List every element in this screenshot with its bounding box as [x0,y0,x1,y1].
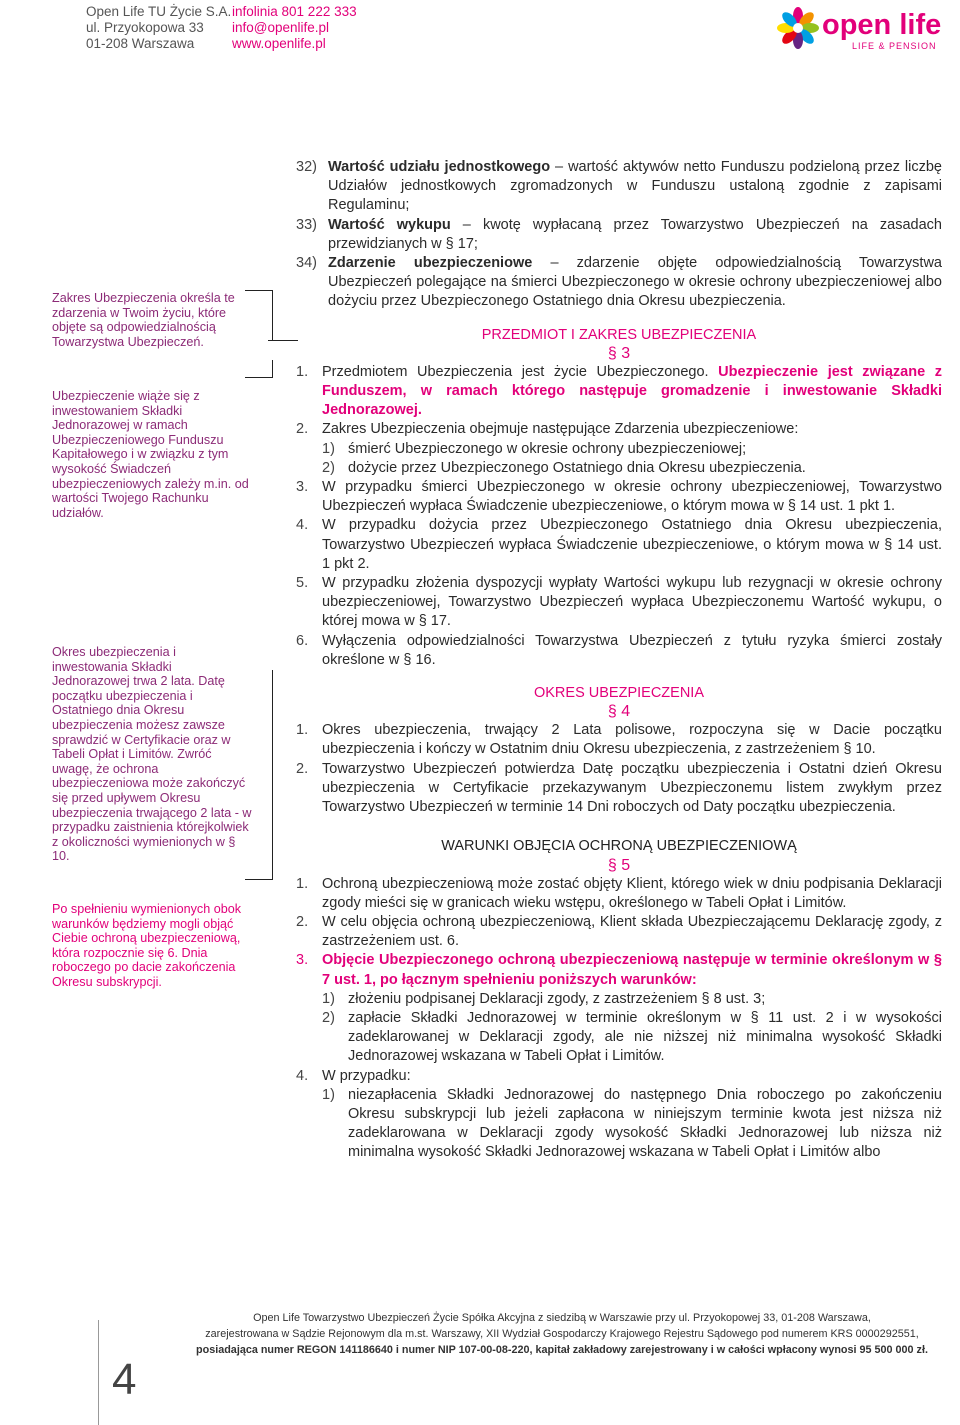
note-investment: Ubezpieczenie wiąże się z inwestowaniem Składki Jednorazowej w ramach Ubezpieczeniowego Funduszu Kapitałowego i w związku z tym wysokość Świadczeń ubezpieczeniowych zależy m.in. od wartości Twojego Rachunku udziałów. [52,389,249,520]
email-link[interactable]: info@openlife.pl [232,20,330,35]
section-5-paragraph-sign: § 5 [607,856,631,874]
company-name: Open Life TU Życie S.A. [86,4,232,19]
footer-line-3: posiadająca numer REGON 141186640 i numer NIP 107-00-08-220, kapitał zakładowy zarejestrowany i w całości wpłacony wynosi 95 500 000 zł. [196,1344,928,1356]
street: ul. Przyokopowa 33 [86,20,204,35]
note-bracket [258,360,273,378]
section-4-title: OKRES UBEZPIECZENIA [533,685,704,702]
section-4-paragraph-sign: § 4 [607,703,631,721]
note-period: Okres ubezpieczenia i inwestowania Składki Jednorazowej trwa 2 lata. Datę początku ubezpieczenia i Ostatniego dnia Okresu ubezpieczenia możesz zawsze sprawdzić w Certyfikacie oraz w Tabeli Opłat i Limitów. Zwróć uwagę, że ochrona ubezpieczeniowa może zakończyć się przed upływem Okresu ubezpieczenia trwającego 2 lata - w przypadku zaistnienia którejkolwiek z okoliczności wymienionych w § 10. [52,645,252,864]
company-address [86,4,231,52]
main-content: 32) Wartość udziału jednostkowego – wartość aktywów netto Funduszu podzieloną przez liczbę Udziałów jednostkowych zgromadzonych w Funduszu ustaloną zgodnie z zapisami Regulaminu; 33) Wartość wykupu – kwotę wypłacaną przez Towarzystwo Ubezpieczeń na zasadach przewidzianych w § 17; 34) Zdarzenie ubezpieczeniowe – zdarzenie objęte odpowiedzialnością Towarzystwa Ubezpieczeń polegające na śmierci Ubezpieczonego w okresie ochrony ubezpieczeniowej albo dożyciu przez Ubezpieczonego Ostatniego dnia Okresu ubezpieczenia. PRZEDMIOT I ZAKRES UBEZPIECZENIA § 3 1. Przedmiotem Ubezpieczenia jest życie Ubezpieczonego. Ubezpieczenie jest związane z Funduszem, w ramach którego następuje gromadzenie i inwestowanie Składki Jednorazowej. 2. Zakres Ubezpieczenia obejmuje następujące Zdarzenia ubezpieczeniowe: 1) śmierć Ubezpieczonego w okresie ochrony ubezpieczeniowej; 2) dożycie przez Ubezpieczonego Ostatniego dnia Okresu ubezpieczenia. 3. W przypadku śmierci Ubezpieczonego w okresie ochrony ubezpieczeniowej, Towarzystwo Ubezpieczeń wypłaca Świadczenie ubezpieczeniowe, o którym mowa w § 14 ust. 1 pkt 1. 4. W przypadku dożycia przez Ubezpieczonego Ostatniego dnia Okresu ubezpieczenia, Towarzystwo Ubezpieczeń wypłaca Świadczenie ubezpieczeniowe, o którym mowa w § 14 ust. 1 pkt 2. 5. W przypadku złożenia dyspozycji wypłaty Wartości wykupu lub rezygnacji w okresie ochrony ubezpieczeniowej, Towarzystwo Ubezpieczeń wypłaca Ubezpieczonemu Wartość wykupu, o której mowa w § 17. 6. Wyłączenia odpowiedzialności Towarzystwa Ubezpieczeń z tytułu ryzyka śmierci zostały określone w § 16. OKRES UBEZPIECZENIA § 4 1. Okres ubezpieczenia, trwający 2 Lata polisowe, rozpoczyna się w Dacie początku ubezpieczenia i kończy w Ostatnim dniu Okresu ubezpieczenia, z zastrzeżeniem § 10. 2. Towarzystwo Ubezpieczeń potwierdza Datę początku ubezpieczenia i Ostatni dzień Okresu ubezpieczenia w Certyfikacie przekazywanym Ubezpieczonemu listem zwykłym przez Towarzystwo Ubezpieczeń w terminie 14 Dni roboczych od Daty początku ubezpieczenia. WARUNKI OBJĘCIA OCHRONĄ UBEZPIECZENIOWĄ § 5 1. Ochroną ubezpieczeniową może zostać objęty Klient, którego wiek w dniu podpisania Deklaracji zgody mieści się w granicach wieku wstępu, określonego w Tabeli Opłat i Limitów. 2. W celu objęcia ochroną ubezpieczeniową, Klient składa Ubezpieczającemu Deklarację zgody, z zastrzeżeniem ust. 6. 3. Objęcie Ubezpieczonego ochroną ubezpieczeniową następuje w terminie określonym w § 7 ust. 1, po łącznym spełnieniu poniższych warunków: 1) złożeniu podpisanej Deklaracji zgody, z zastrzeżeniem § 8 ust. 3; 2) zapłacie Składki Jednorazowej w terminie określonym w § 11 ust. 2 i w wysokości zadeklarowanej w Deklaracji zgody, ale nie niższej niż minimalna wysokość Składki Jednorazowej wskazana w Tabeli Opłat i Limitów. 4. W przypadku: 1) niezapłacenia Składki Jednorazowej do następnego Dnia roboczego po zakończeniu Okresu subskrypcji lub jeżeli zapłacona w niniejszym terminie kwota jest niższa niż zadeklarowana w Deklaracji zgody wysokość Składki Jednorazowej lub niższa niż minimalna wysokość Składki Jednorazowej wskazana w Tabeli Opłat i Limitów albo [296,159,942,1161]
note-tick [268,340,298,341]
flower-icon [777,7,819,49]
definition-34: 34) Zdarzenie ubezpieczeniowe – zdarzenie objęte odpowiedzialnością Towarzystwa Ubezpieczeń polegające na śmierci Ubezpieczonego w okresie ochrony ubezpieczeniowej albo dożyciu przez Ubezpieczonego Ostatniego dnia Okresu ubezpieczenia. [296,255,942,310]
website-link[interactable]: www.openlife.pl [232,36,326,51]
page-number-divider [98,1320,99,1425]
legal-footer [182,1310,942,1358]
hotline: infolinia 801 222 333 [232,4,357,19]
page-number: 4 [112,1355,137,1404]
footer-line-1: Open Life Towarzystwo Ubezpieczeń Życie Spółka Akcyjna z siedzibą w Warszawie przy ul. Przyokopowej 33, 01-208 Warszawa, [253,1312,871,1324]
note-bracket [258,670,273,880]
definition-33: 33) Wartość wykupu – kwotę wypłacaną przez Towarzystwo Ubezpieczeń na zasadach przewidzianych w § 17; [296,216,942,252]
section-3-title: PRZEDMIOT I ZAKRES UBEZPIECZENIA [481,326,757,343]
note-bracket [258,290,273,340]
city: 01-208 Warszawa [86,36,195,51]
contact-info [232,4,357,52]
openlife-logo [776,4,952,52]
svg-text:LIFE & PENSION: LIFE & PENSION [852,41,937,51]
definition-32: 32) Wartość udziału jednostkowego – wartość aktywów netto Funduszu podzieloną przez liczbę Udziałów jednostkowych zgromadzonych w Funduszu ustaloną zgodnie z zapisami Regulaminu; [296,159,942,214]
footer-line-2: zarejestrowana w Sądzie Rejonowym dla m.st. Warszawy, XII Wydział Gospodarczy Krajowego Rejestru Sądowego pod numerem KRS 0000292551, [205,1328,919,1340]
section-3-paragraph-sign: § 3 [607,344,631,362]
note-scope: Zakres Ubezpieczenia określa te zdarzenia w Twoim życiu, które objęte są odpowiedzialnością Towarzystwa Ubezpieczeń. [52,291,235,349]
svg-text:open life: open life [822,9,942,41]
note-conditions: Po spełnieniu wymienionych obok warunków będziemy mogli objąć Ciebie ochroną ubezpieczeniową, która rozpocznie się 6. Dnia roboczego po dacie zakończenia Okresu subskrypcji. [52,902,242,989]
section-5-title: WARUNKI OBJĘCIA OCHRONĄ UBEZPIECZENIOWĄ [441,838,797,855]
